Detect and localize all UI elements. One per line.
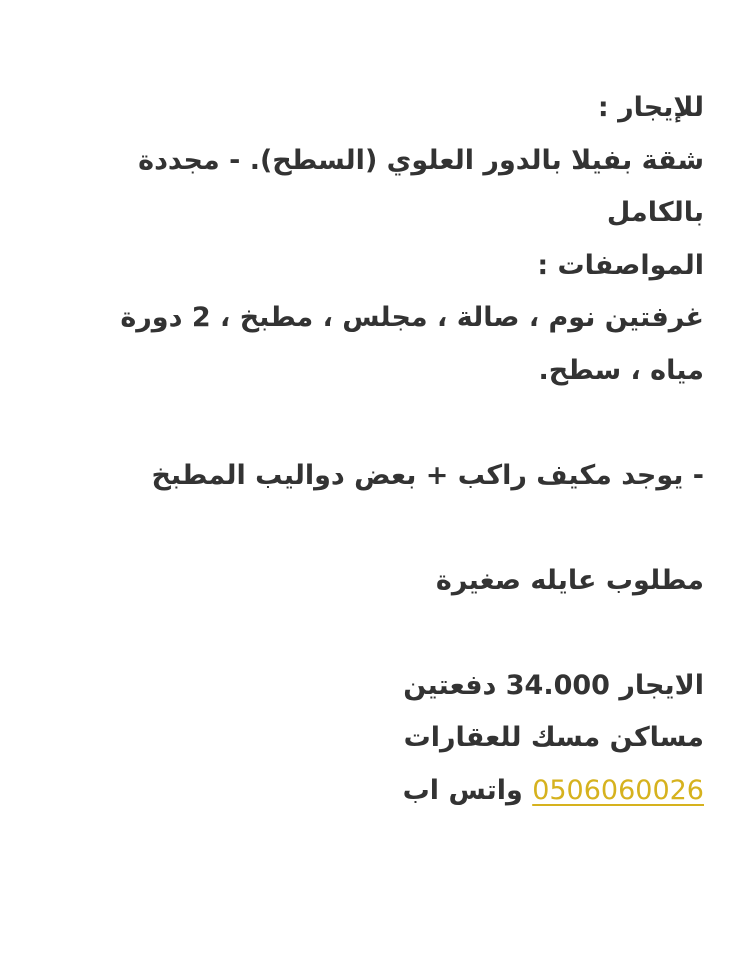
spacer [84, 502, 704, 555]
listing-title: شقة بفيلا بالدور العلوي (السطح). - مجددة بالكامل [138, 144, 704, 228]
requirement-text: مطلوب عايله صغيرة [435, 564, 704, 596]
listing-post [84, 82, 704, 817]
spacer [84, 397, 704, 450]
price-text: الايجار 34.000 دفعتين [403, 669, 704, 701]
extras-text: - يوجد مكيف راكب + بعض دواليب المطبخ [151, 459, 704, 491]
specs-label: المواصفات : [537, 249, 704, 281]
spacer [84, 607, 704, 660]
listing-heading: للإيجار : [597, 92, 704, 123]
phone-link[interactable]: 0506060026 [532, 774, 704, 806]
contact-line [84, 765, 704, 818]
agency-name: مساكن مسك للعقارات [403, 722, 704, 753]
contact-channel: واتس اب [402, 774, 523, 806]
specs-text: غرفتين نوم ، صالة ، مجلس ، مطبخ ، 2 دورة مياه ، سطح. [120, 302, 704, 386]
